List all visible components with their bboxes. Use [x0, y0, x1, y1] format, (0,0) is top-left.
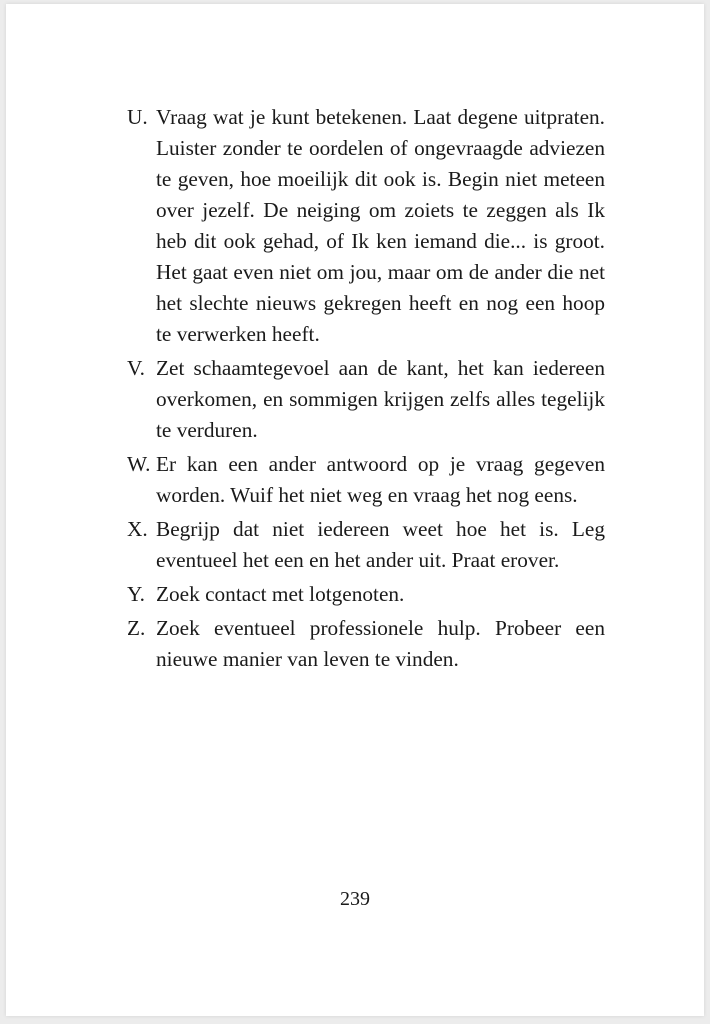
list-item-text: Zoek eventueel professionele hulp. Probeer een nieuwe manier van leven te vinden.: [156, 616, 605, 671]
list-item-text: Er kan een ander antwoord op je vraag gegeven worden. Wuif het niet weg en vraag het nog eens.: [156, 452, 605, 507]
page-number: 239: [340, 888, 370, 910]
list-item-y: [127, 579, 605, 610]
book-page: [6, 4, 704, 1016]
list-item-text: Begrijp dat niet iedereen weet hoe het is. Leg eventueel het een en het ander uit. Praat erover.: [156, 517, 605, 572]
list-item-w: [127, 449, 605, 511]
list-marker: W.: [127, 452, 151, 476]
list-marker: U.: [127, 105, 148, 129]
list-item-text: Zoek contact met lotgenoten.: [156, 582, 405, 606]
advice-list: [127, 102, 605, 678]
list-item-x: [127, 514, 605, 576]
list-item-text: Vraag wat je kunt betekenen. Laat degene uitpraten. Luister zonder te oordelen of ongevraagde adviezen te geven, hoe moeilijk dit ook is. Begin niet meteen over jezelf. De neiging om zoiets te zeggen als Ik heb dit ook gehad, of Ik ken iemand die... is groot. Het gaat even niet om jou, maar om de ander die net het slechte nieuws gekregen heeft en nog een hoop te verwerken heeft.: [156, 105, 605, 346]
list-item-z: [127, 613, 605, 675]
list-item-u: [127, 102, 605, 350]
list-marker: V.: [127, 356, 145, 380]
list-marker: X.: [127, 517, 148, 541]
list-item-v: [127, 353, 605, 446]
list-item-text: Zet schaamtegevoel aan de kant, het kan iedereen overkomen, en sommigen krijgen zelfs alles tegelijk te verduren.: [156, 356, 605, 442]
list-marker: Z.: [127, 616, 146, 640]
list-marker: Y.: [127, 582, 145, 606]
